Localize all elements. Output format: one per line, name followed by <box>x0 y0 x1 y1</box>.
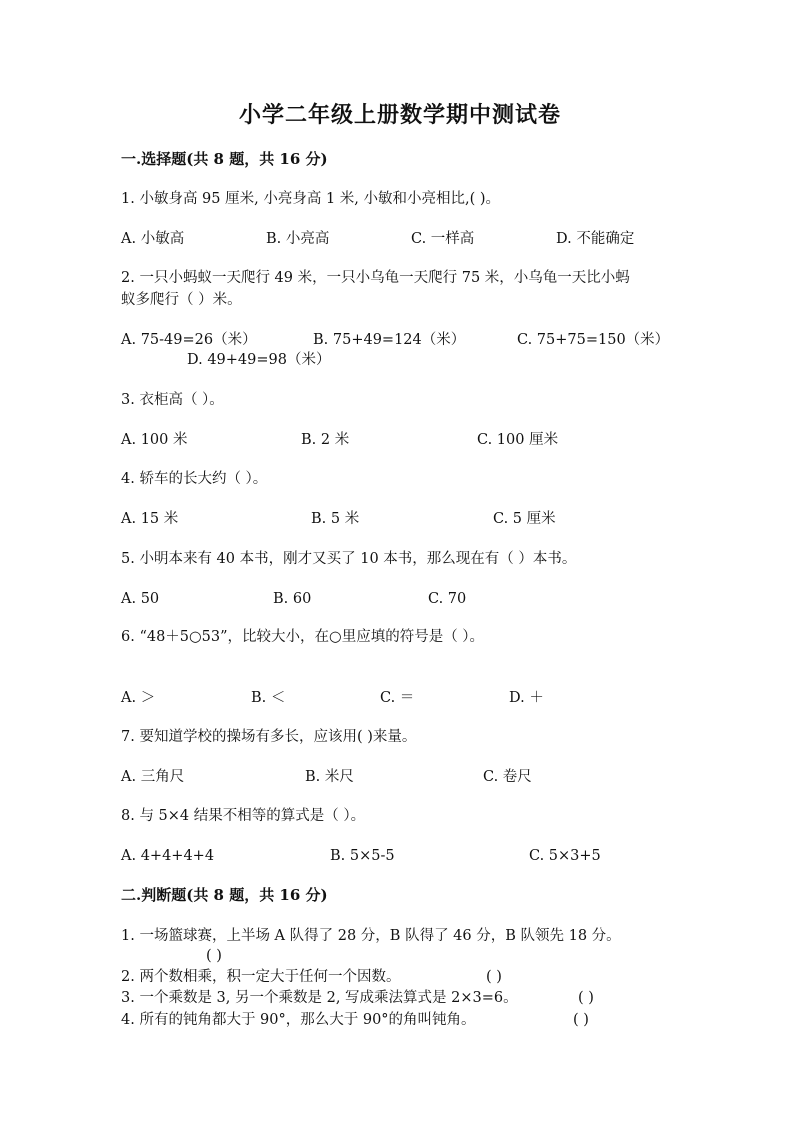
judgment-2-text: 2. 两个数相乘，积一定大于任何一个因数。 <box>121 969 401 985</box>
q2-option-a: A. 75-49=26（米） <box>121 332 257 348</box>
judgment-2-answer-paren: ( ) <box>486 969 502 985</box>
q3-option-b: B. 2 米 <box>301 432 350 448</box>
q4-option-c: C. 5 厘米 <box>493 511 556 527</box>
question-2-text-line2: 蚁多爬行（ ）米。 <box>121 292 242 308</box>
q1-option-c: C. 一样高 <box>411 231 475 247</box>
q3-option-c: C. 100 厘米 <box>477 432 559 448</box>
q1-option-d: D. 不能确定 <box>556 231 635 247</box>
q2-option-d: D. 49+49=98（米） <box>187 352 331 368</box>
q5-option-a: A. 50 <box>121 591 160 607</box>
q8-option-a: A. 4+4+4+4 <box>121 848 215 864</box>
judgment-1-answer-paren: ( ) <box>206 948 222 964</box>
q5-option-b: B. 60 <box>273 591 312 607</box>
section-heading-choice: 一.选择题(共 8 题，共 16 分) <box>121 150 328 168</box>
question-5-text: 5. 小明本来有 40 本书，刚才又买了 10 本书，那么现在有（ ）本书。 <box>121 551 577 567</box>
q1-option-a: A. 小敏高 <box>121 231 185 247</box>
judgment-3-text: 3. 一个乘数是 3, 另一个乘数是 2, 写成乘法算式是 2×3=6。 <box>121 990 518 1006</box>
q7-option-b: B. 米尺 <box>305 769 354 785</box>
q2-option-c: C. 75+75=150（米） <box>517 332 670 348</box>
question-7-text: 7. 要知道学校的操场有多长，应该用( )来量。 <box>121 729 417 745</box>
q2-option-b: B. 75+49=124（米） <box>313 332 466 348</box>
q6-option-d: D. ＋ <box>509 690 544 706</box>
judgment-4-answer-paren: ( ) <box>573 1012 589 1028</box>
q6-option-c: C. ＝ <box>380 690 415 706</box>
q7-option-c: C. 卷尺 <box>483 769 532 785</box>
section-heading-judgment: 二.判断题(共 8 题，共 16 分) <box>121 886 328 904</box>
q5-option-c: C. 70 <box>428 591 467 607</box>
q1-option-b: B. 小亮高 <box>266 231 330 247</box>
question-1-text: 1. 小敏身高 95 厘米, 小亮身高 1 米, 小敏和小亮相比,( )。 <box>121 191 501 207</box>
question-6-text: 6. “48＋5○53”，比较大小，在○里应填的符号是（ ）。 <box>121 629 485 645</box>
q4-option-b: B. 5 米 <box>311 511 360 527</box>
q3-option-a: A. 100 米 <box>121 432 188 448</box>
question-8-text: 8. 与 5×4 结果不相等的算式是（ ）。 <box>121 808 366 824</box>
q4-option-a: A. 15 米 <box>121 511 179 527</box>
judgment-1-text-line1: 1. 一场篮球赛，上半场 A 队得了 28 分，B 队得了 46 分，B 队领先 18 分。 <box>121 928 621 944</box>
q8-option-c: C. 5×3+5 <box>529 848 601 864</box>
q6-option-a: A. ＞ <box>121 690 156 706</box>
judgment-4-text: 4. 所有的钝角都大于 90°，那么大于 90°的角叫钝角。 <box>121 1012 476 1028</box>
question-4-text: 4. 轿车的长大约（ ）。 <box>121 471 268 487</box>
q6-option-b: B. ＜ <box>251 690 286 706</box>
q7-option-a: A. 三角尺 <box>121 769 185 785</box>
q8-option-b: B. 5×5-5 <box>330 848 395 864</box>
question-3-text: 3. 衣柜高（ ）。 <box>121 392 224 408</box>
judgment-3-answer-paren: ( ) <box>578 990 594 1006</box>
question-2-text-line1: 2. 一只小蚂蚁一天爬行 49 米，一只小乌龟一天爬行 75 米，小乌龟一天比小蚂 <box>121 270 630 286</box>
page-title: 小学二年级上册数学期中测试卷 <box>238 102 561 128</box>
